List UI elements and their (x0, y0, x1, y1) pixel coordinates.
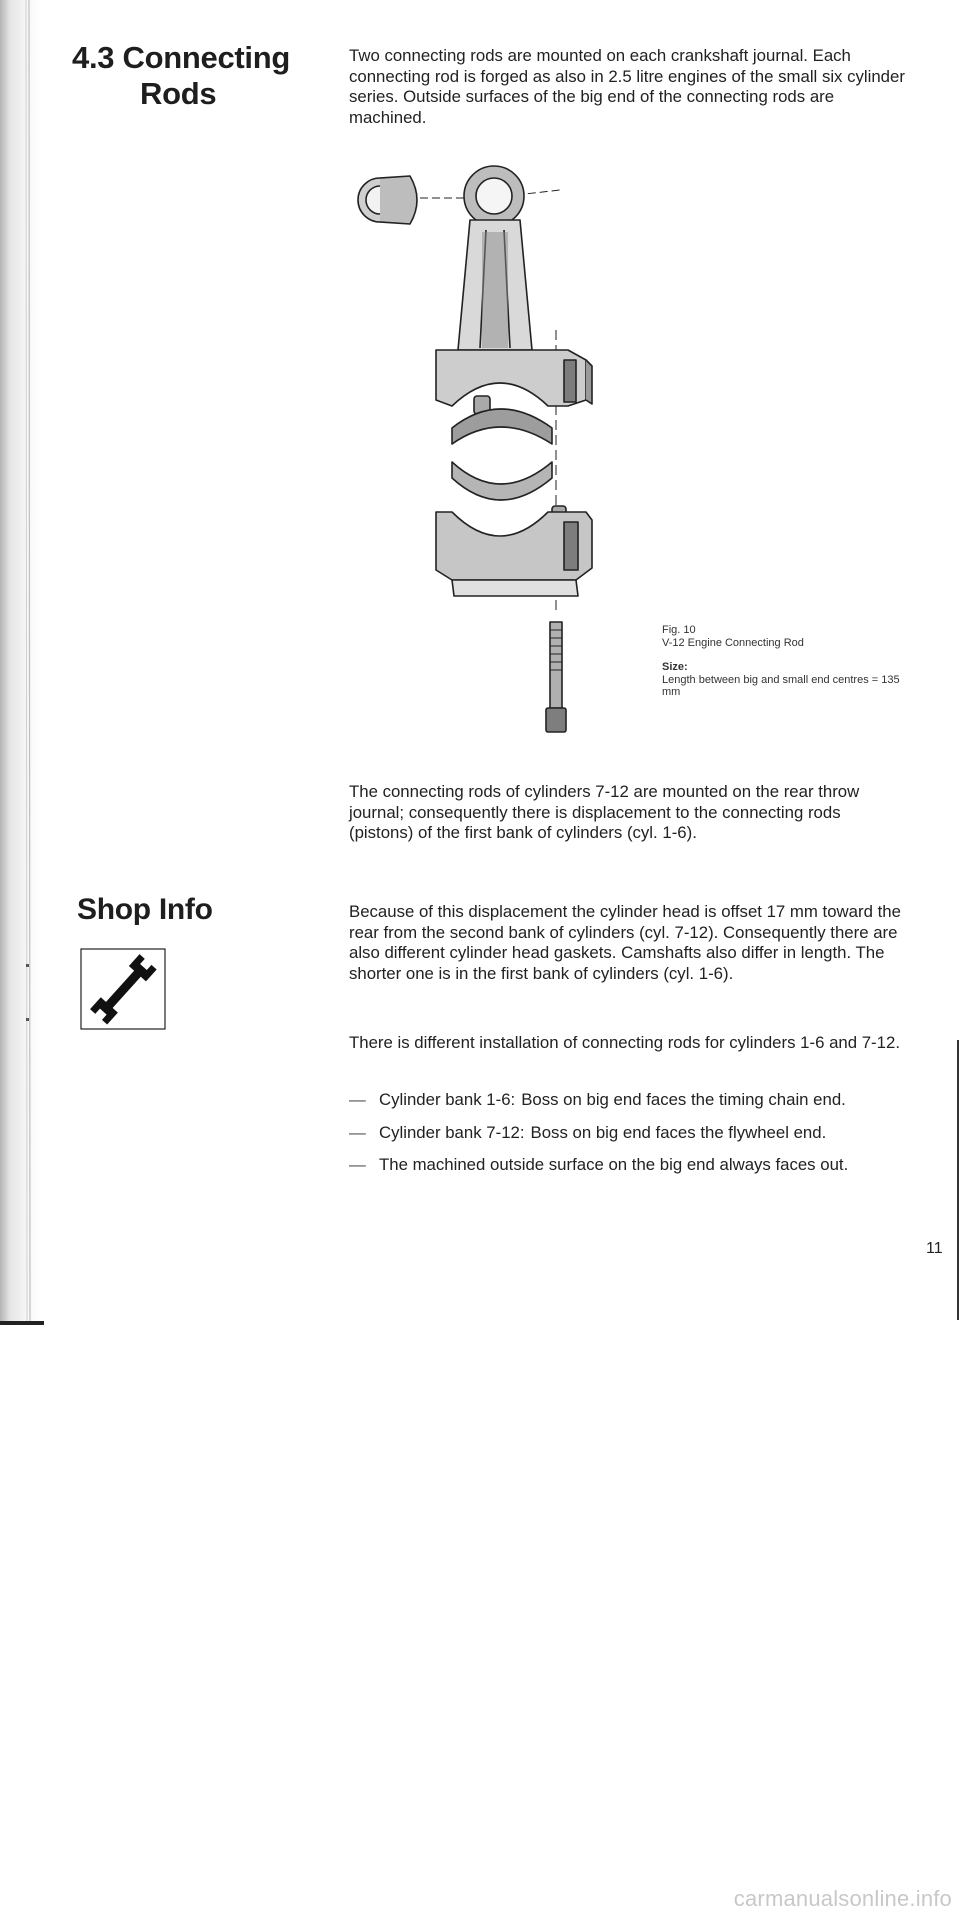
list-item-label: Cylinder bank 7-12: (379, 1122, 525, 1142)
intro-text: Two connecting rods are mounted on each crankshaft journal. Each connecting rod is forged as also in 2.5 litre engines of the small six cylinder series. Outside surfaces of the big end of the connecting rods are machined. (349, 46, 905, 127)
footer-watermark: carmanualsonline.info (733, 1886, 952, 1911)
wrench-icon (80, 948, 166, 1030)
page-number: 11 (926, 1240, 943, 1257)
displacement-paragraph (349, 902, 909, 984)
list-item (349, 1155, 949, 1176)
figure-size-label: Size: (662, 661, 688, 673)
list-item (349, 1090, 949, 1111)
mounting-text: The connecting rods of cylinders 7-12 are mounted on the rear throw journal; consequently there is displacement to the connecting rods (pistons) of the first bank of cylinders (cyl. 1-6). (349, 782, 860, 843)
list-dash: — (349, 1155, 366, 1175)
intro-paragraph (349, 46, 909, 128)
installation-text: There is different installation of connecting rods for cylinders 1-6 and 7-12. (349, 1033, 900, 1052)
list-item-label: Cylinder bank 1-6: (379, 1090, 516, 1109)
mounting-paragraph (349, 782, 909, 844)
list-dash: — (349, 1090, 366, 1109)
connecting-rod-illustration (340, 160, 640, 760)
list-item (349, 1123, 949, 1144)
section-title (72, 40, 312, 112)
installation-paragraph (349, 1033, 909, 1054)
binding-spine (0, 0, 40, 1323)
margin-rule (957, 1040, 959, 1320)
figure-size-text: Length between big and small end centres = 135 mm (662, 673, 900, 698)
figure-title: V-12 Engine Connecting Rod (662, 636, 804, 649)
list-dash: — (349, 1122, 366, 1142)
list-item-text: Boss on big end faces the timing chain end. (521, 1090, 846, 1109)
figure-caption (662, 624, 902, 699)
section-title-line1: 4.3 Connecting (72, 40, 290, 75)
footer-rule (0, 1321, 44, 1325)
displacement-text: Because of this displacement the cylinder head is offset 17 mm toward the rear from the second bank of cylinders (cyl. 7-12). Consequently there are also different cylinder head gaskets. Camshafts also differ in length. The shorter one is in the first bank of cylinders (cyl. 1-6). (349, 902, 901, 983)
installation-list (349, 1090, 949, 1188)
shop-info-title: Shop Info (77, 893, 213, 926)
section-title-line2: Rods (140, 76, 217, 111)
list-item-text: The machined outside surface on the big end always faces out. (379, 1155, 849, 1175)
list-item-text: Boss on big end faces the flywheel end. (530, 1122, 827, 1142)
figure-number: Fig. 10 (662, 624, 696, 636)
